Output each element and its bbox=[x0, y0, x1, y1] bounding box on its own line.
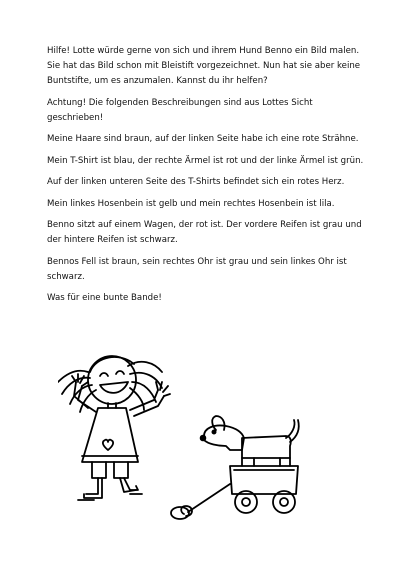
paragraph-trousers: Mein linkes Hosenbein ist gelb und mein rechtes Hosenbein ist lila. bbox=[47, 198, 335, 209]
worksheet-text bbox=[47, 44, 365, 313]
paragraph-hair: Meine Haare sind braun, auf der linken Seite habe ich eine rote Strähne. bbox=[47, 134, 359, 145]
paragraph-intro: Hilfe! Lotte würde gerne von sich und ihrem Hund Benno ein Bild malen. Sie hat das Bild schon mit Bleistift vorgezeichnet. Nun hat sie aber keine Buntstifte, um es anzumalen. Kannst du ihr helfen? bbox=[47, 46, 361, 87]
paragraph-warning: Achtung! Die folgenden Beschreibungen sind aus Lottes Sicht geschrieben! bbox=[47, 97, 313, 123]
girl-icon bbox=[58, 356, 170, 500]
paragraph-heart: Auf der linken unteren Seite des T-Shirts befindet sich ein rotes Herz. bbox=[47, 177, 345, 188]
coloring-svg bbox=[58, 352, 308, 530]
paragraph-closing: Was für eine bunte Bande! bbox=[47, 293, 162, 304]
paragraph-dog-fur: Bennos Fell ist braun, sein rechtes Ohr ist grau und sein linkes Ohr ist schwarz. bbox=[47, 256, 347, 282]
dog-wagon-icon bbox=[171, 416, 299, 519]
paragraph-shirt: Mein T-Shirt ist blau, der rechte Ärmel ist rot und der linke Ärmel ist grün. bbox=[47, 155, 364, 166]
coloring-illustration bbox=[58, 352, 308, 530]
paragraph-wagon: Benno sitzt auf einem Wagen, der rot ist. Der vordere Reifen ist grau und der hintere Reifen ist schwarz. bbox=[47, 219, 362, 246]
